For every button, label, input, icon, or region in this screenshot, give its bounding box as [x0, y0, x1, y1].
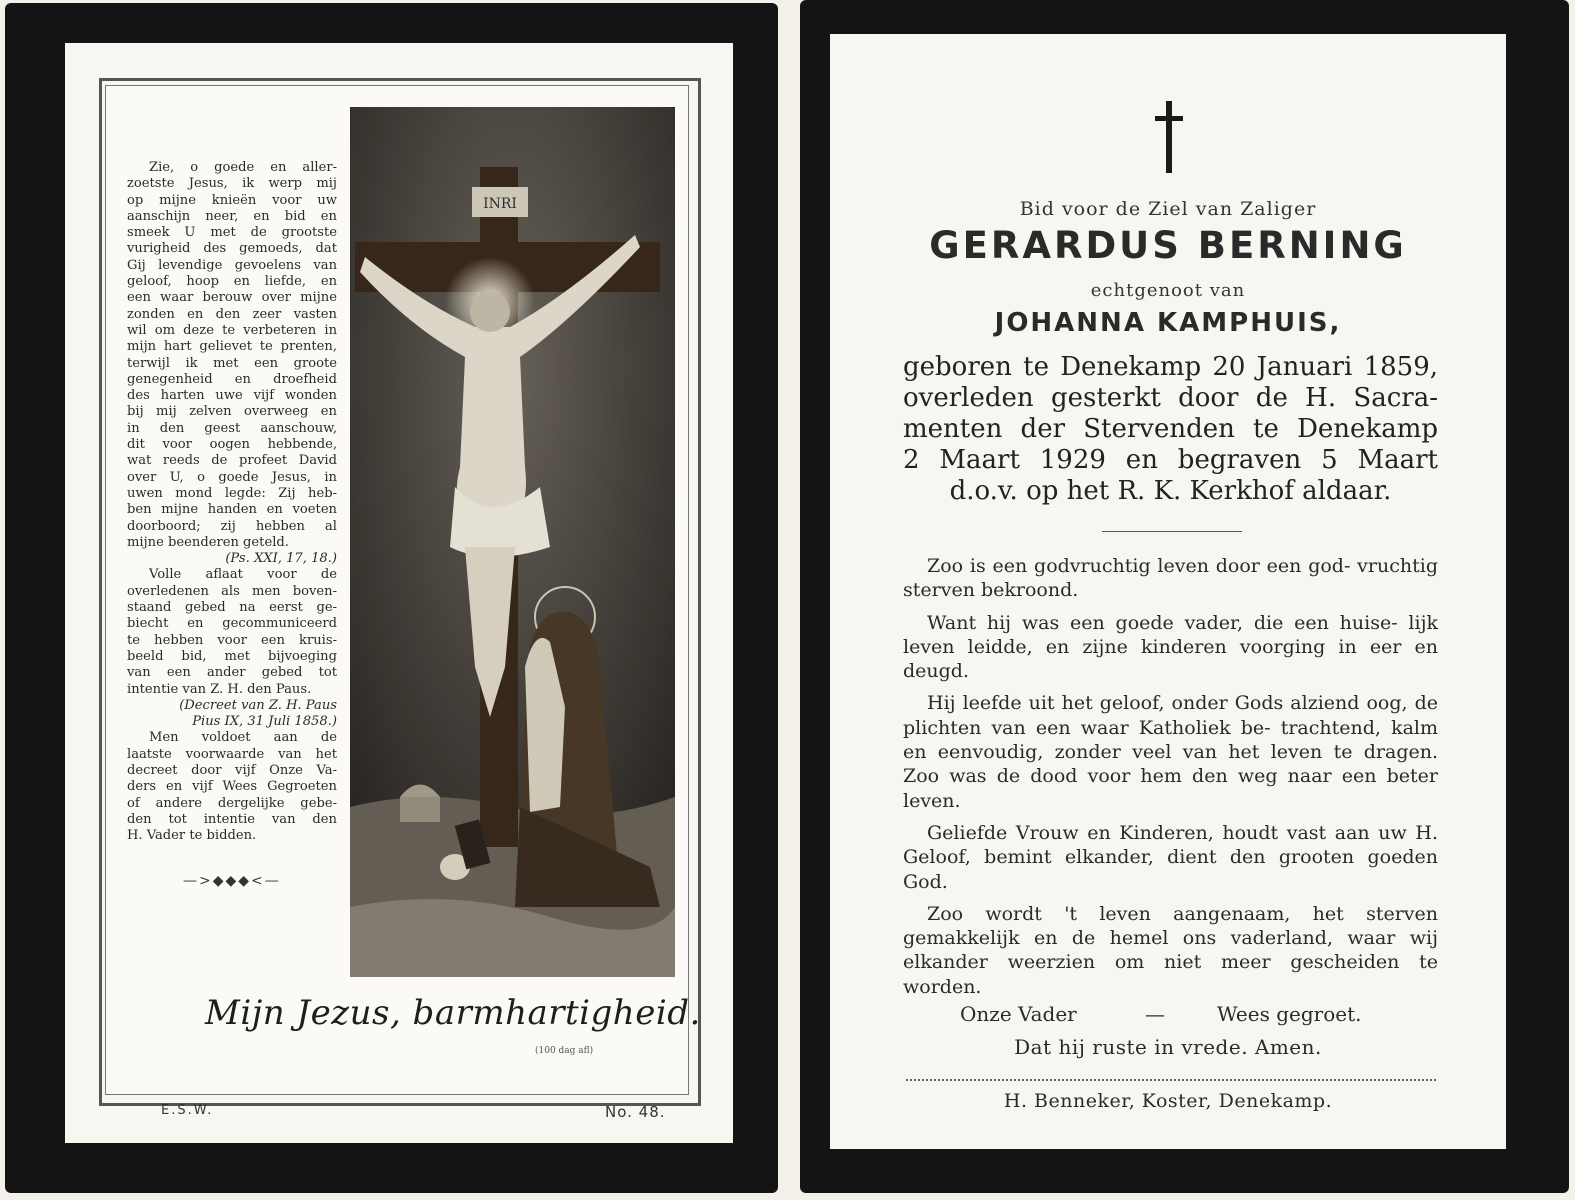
decree-reference-2: Pius IX, 31 Juli 1858.) [192, 714, 337, 730]
text-line: den tot intentie van den [127, 811, 337, 827]
bio-line: overleden gesterkt door de H. Sacra- [903, 383, 1438, 413]
text-line: op mijne knieën voor uw [127, 192, 337, 208]
text-line: Men voldoet aan de [149, 730, 337, 746]
divider-rule [1102, 531, 1242, 532]
text-line: in den geest aanschouw, [127, 420, 337, 436]
biography [903, 352, 1438, 507]
text-line: laatste voorwaarde van het [127, 746, 337, 762]
eulogy-paragraph: Zoo is een godvruchtig leven door een god- vruchtig sterven bekroond. [903, 555, 1438, 602]
prayer-card-front [5, 3, 778, 1193]
text-line: zoetste Jesus, ik werp mij [127, 176, 337, 192]
onze-vader: Onze Vader [960, 1002, 1077, 1026]
cross-icon [1155, 101, 1183, 173]
eulogy-paragraph: Want hij was een goede vader, die een huise- lijk leven leidde, en zijne kinderen voorging in eer en deugd. [903, 611, 1438, 683]
text-line: ben mijne handen en voeten [127, 502, 337, 518]
text-line: wil om deze te verbeteren in [127, 322, 337, 338]
prayer-lines [127, 160, 337, 551]
bio-line: geboren te Denekamp 20 Januari 1859, [903, 352, 1438, 382]
prayer-card-back [800, 0, 1569, 1193]
eulogy-paragraph: Hij leefde uit het geloof, onder Gods alziend oog, de plichten van een waar Katholiek be- trachtend, kalm en eenvoudig, zonder veel van het leven te dragen. Zoo was de dood voor hem den weg naar een beter leven. [903, 692, 1438, 812]
card-paper [65, 43, 733, 1143]
dotted-rule [906, 1079, 1436, 1081]
text-line: mijn hart gelievet te prenten, [127, 339, 337, 355]
prayer-request: Bid voor de Ziel van Zaliger [1019, 198, 1317, 220]
text-line: genegenheid en droefheid [127, 371, 337, 387]
decree-reference-1: (Decreet van Z. H. Paus [179, 697, 337, 713]
text-line: te hebben voor een kruis- [127, 632, 337, 648]
crucifixion-image [350, 107, 675, 977]
inri-text: INRI [483, 196, 517, 212]
deceased-name: GERARDUS BERNING [929, 224, 1407, 267]
text-line: Zie, o goede en aller- [149, 160, 337, 175]
prayer-text [127, 160, 337, 844]
text-line: wat reeds de profeet David [127, 453, 337, 469]
prayer-dash: — [1145, 1002, 1165, 1026]
publisher-line: H. Benneker, Koster, Denekamp. [1003, 1090, 1333, 1112]
text-line: smeek U met de grootste [127, 225, 337, 241]
indulgence-lines [127, 567, 337, 697]
condition-lines [127, 730, 337, 844]
closing-prayer: Dat hij ruste in vrede. Amen. [1014, 1035, 1322, 1059]
text-line: zonden en den zeer vasten [127, 306, 337, 322]
spouse-name: JOHANNA KAMPHUIS, [994, 308, 1342, 338]
text-line: over U, o goede Jesus, in [127, 469, 337, 485]
bio-line: d.o.v. op het R. K. Kerkhof aldaar. [949, 476, 1392, 506]
text-line: of andere dergelijke gebe- [127, 795, 337, 811]
text-line: mijne beenderen geteld. [127, 534, 289, 550]
text-line: bij mij zelven overweeg en [127, 404, 337, 420]
text-line: dit voor oogen hebbende, [127, 437, 337, 453]
wees-gegroet: Wees gegroet. [1217, 1002, 1362, 1026]
text-line: overledenen als men boven- [127, 583, 337, 599]
bio-line: 2 Maart 1929 en begraven 5 Maart [903, 445, 1438, 475]
text-line: decreet door vijf Onze Va- [127, 762, 337, 778]
text-line: ders en vijf Wees Gegroeten [127, 779, 337, 795]
eulogy [903, 554, 1438, 1007]
text-line: Gij levendige gevoelens van [127, 257, 337, 273]
text-line: biecht en gecommuniceerd [127, 616, 337, 632]
card-paper [830, 34, 1506, 1149]
card-number: No. 48. [605, 1103, 666, 1121]
text-line: uwen mond legde: Zij heb- [127, 485, 337, 501]
spouse-intro: echtgenoot van [1090, 280, 1246, 301]
text-line: een waar berouw over mijne [127, 290, 337, 306]
text-line: aanschijn neer, en bid en [127, 208, 337, 224]
text-line: intentie van Z. H. den Paus. [127, 681, 312, 697]
text-line: des harten uwe vijf wonden [127, 388, 337, 404]
text-line: terwijl ik met een groote [127, 355, 337, 371]
motto: Mijn Jezus, barmhartigheid. [205, 993, 701, 1033]
eulogy-paragraph: Zoo wordt 't leven aangenaam, het sterven gemakkelijk en de hemel ons vaderland, waar wij elkander weerzien om niet meer gescheiden te worden. [903, 902, 1438, 998]
text-line: geloof, hoop en liefde, en [127, 274, 337, 290]
bio-line: menten der Stervenden te Denekamp [903, 414, 1438, 444]
motto-note: (100 dag afl) [535, 1046, 594, 1056]
printer-mark: E.S.W. [161, 1103, 214, 1118]
ornament-divider: —>◆◆◆<— [183, 873, 281, 889]
text-line: van een ander gebed tot [127, 665, 337, 681]
text-line: doorboord; zij hebben al [127, 518, 337, 534]
text-line: staand gebed na eerst ge- [127, 600, 337, 616]
eulogy-paragraph: Geliefde Vrouw en Kinderen, houdt vast aan uw H. Geloof, bemint elkander, dient den grooten goeden God. [903, 821, 1438, 893]
text-line: H. Vader te bidden. [127, 828, 257, 844]
crucifixion-illustration [350, 107, 675, 977]
text-line: Volle aflaat voor de [149, 567, 337, 583]
psalm-reference: (Ps. XXI, 17, 18.) [225, 551, 337, 567]
text-line: vurigheid des gemoeds, dat [127, 241, 337, 257]
text-line: beeld bid, met bijvoeging [127, 648, 337, 664]
